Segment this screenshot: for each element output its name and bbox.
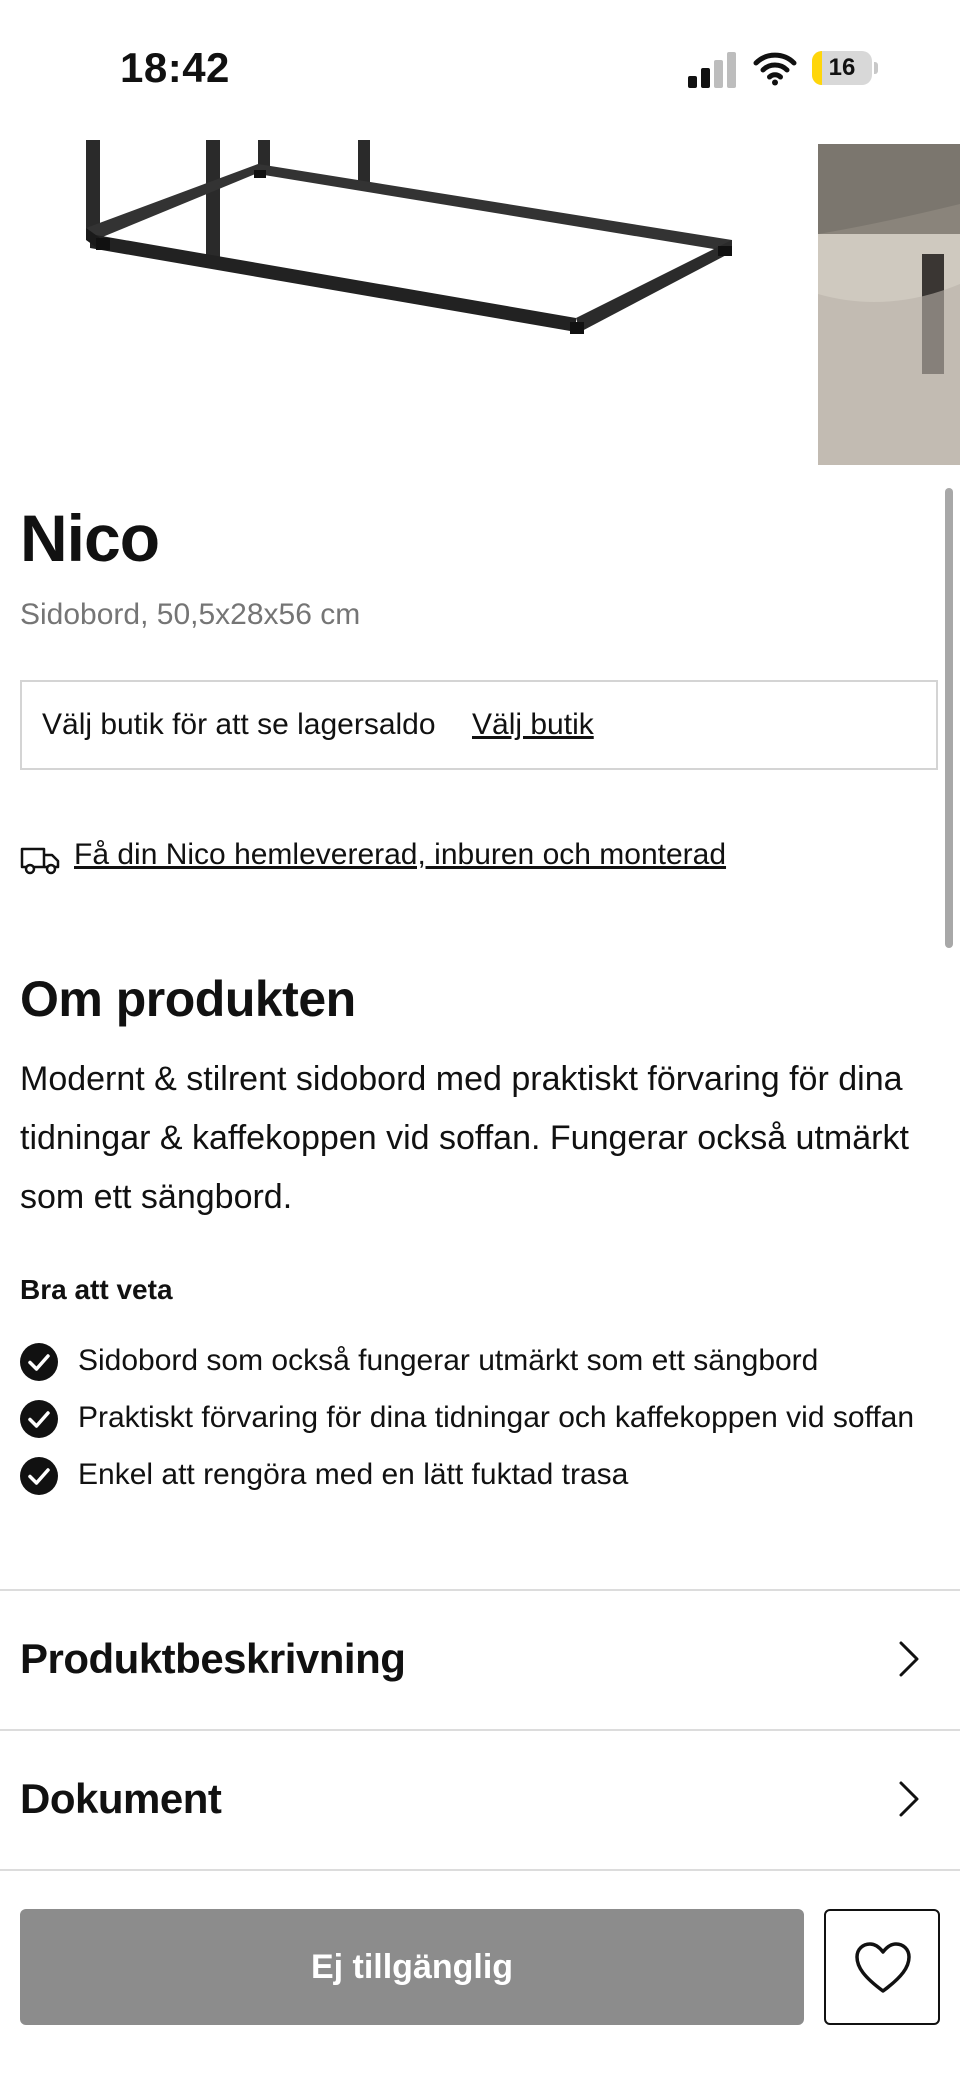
good-to-know-heading: Bra att veta: [20, 1274, 173, 1305]
store-stock-box: [20, 680, 938, 770]
product-description-row[interactable]: [0, 1589, 960, 1729]
store-stock-prompt: Välj butik för att se lagersaldo: [42, 708, 436, 741]
checkmark-icon: [20, 1457, 58, 1495]
battery-icon: [812, 51, 878, 85]
home-delivery-link[interactable]: Få din Nico hemlevererad, inburen och monterad: [74, 838, 727, 871]
good-to-know-list: [20, 1336, 920, 1507]
list-item: [20, 1336, 920, 1385]
list-item-text: Enkel att rengöra med en lätt fuktad trasa: [78, 1458, 629, 1491]
documents-label: Dokument: [20, 1775, 222, 1822]
about-description: Modernt & stilrent sidobord med praktiskt förvaring för dina tidningar & kaffekoppen vid soffan. Fungerar också utmärkt som ett sängbord.: [20, 1060, 909, 1216]
product-subtitle: Sidobord, 50,5x28x56 cm: [20, 598, 361, 631]
list-item-text: Sidobord som också fungerar utmärkt som ett sängbord: [78, 1344, 819, 1377]
battery-level: 16: [828, 54, 856, 81]
checkmark-icon: [20, 1400, 58, 1438]
divider: [0, 1869, 960, 1871]
truck-icon: [20, 843, 60, 875]
status-time: 18:42: [120, 44, 230, 91]
product-title: Nico: [20, 501, 160, 575]
product-image-gallery[interactable]: [0, 140, 960, 465]
wifi-icon: [752, 50, 798, 86]
product-thumbnail[interactable]: [818, 144, 960, 465]
status-bar: [0, 0, 960, 140]
choose-store-link[interactable]: Välj butik: [472, 708, 594, 741]
checkmark-icon: [20, 1343, 58, 1381]
product-image[interactable]: [0, 140, 800, 465]
about-heading: Om produkten: [20, 971, 356, 1027]
list-item-text: Praktiskt förvaring för dina tidningar och kaffekoppen vid soffan: [78, 1401, 915, 1434]
product-description-label: Produktbeskrivning: [20, 1635, 406, 1682]
list-item: [20, 1393, 920, 1442]
documents-row[interactable]: [0, 1729, 960, 1869]
unavailable-button[interactable]: Ej tillgänglig: [20, 1909, 804, 2025]
chevron-right-icon: [896, 1639, 922, 1679]
chevron-right-icon: [896, 1779, 922, 1819]
signal-icon: [688, 52, 738, 88]
heart-icon: [854, 1941, 912, 1995]
favorite-button[interactable]: [824, 1909, 940, 2025]
scrollbar[interactable]: [945, 488, 953, 948]
list-item: [20, 1450, 920, 1499]
